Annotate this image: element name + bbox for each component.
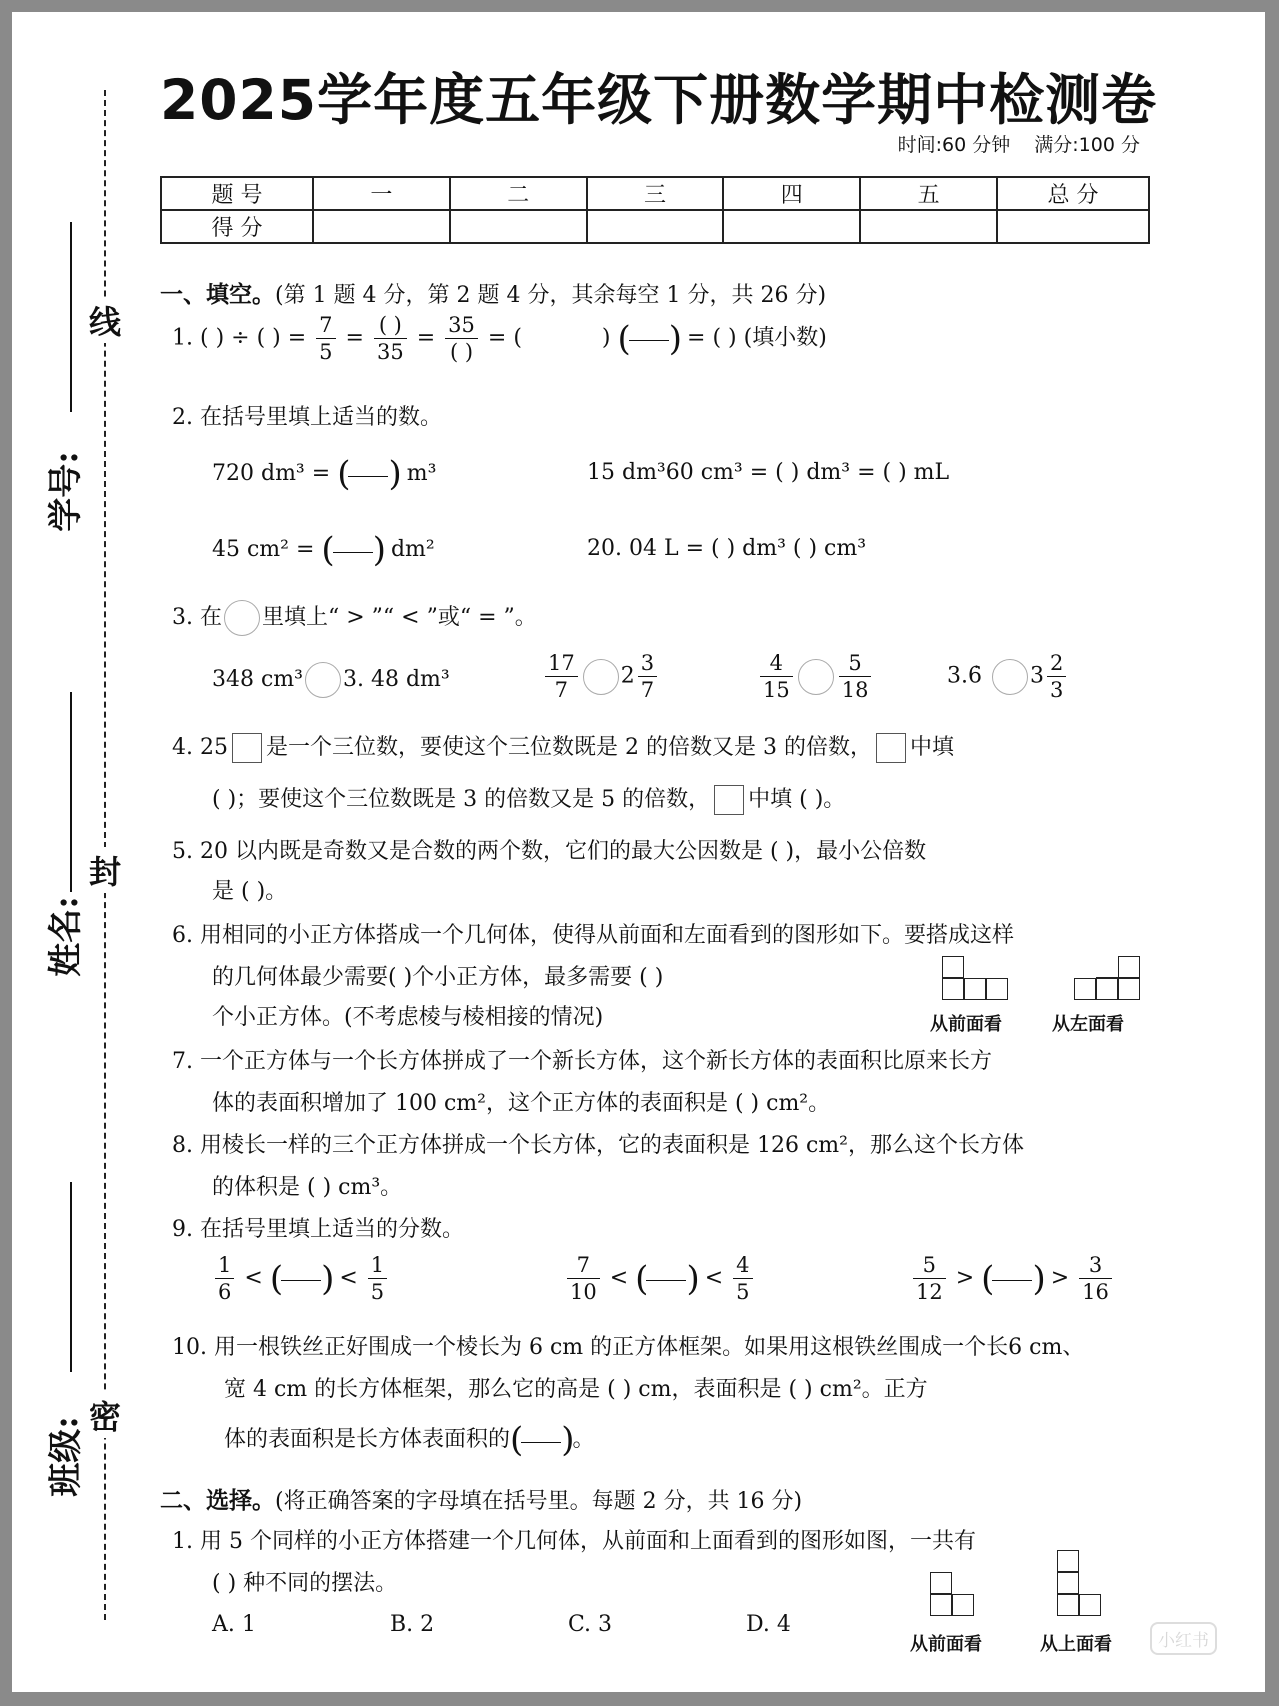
question-number: 3. — [172, 605, 193, 630]
score-input-cell[interactable] — [313, 210, 450, 243]
option-d[interactable]: D. 4 — [746, 1612, 791, 1637]
question-number: 6. — [172, 923, 193, 948]
name-line — [70, 692, 72, 892]
q9-item-1: $\frac{1}{6}$ < ( ) < $\frac{1}{5}$ — [212, 1252, 390, 1305]
blank-fraction[interactable]: ( ) — [635, 1258, 698, 1299]
question-1-4-line2: ( )；要使这个三位数既是 3 的倍数又是 5 的倍数， 中填 ( )。 — [212, 782, 845, 815]
seal-char-mi: 密 — [85, 1392, 125, 1438]
student-id-label: 学号: — [45, 451, 86, 532]
class-line — [70, 1182, 72, 1372]
option-c[interactable]: C. 3 — [568, 1612, 613, 1637]
seal-char-xian: 线 — [85, 297, 125, 343]
question-number: 10. — [172, 1335, 207, 1360]
section-1-heading — [160, 276, 826, 309]
full-score: 满分:100 分 — [1034, 134, 1140, 156]
score-table-score-row — [161, 210, 1149, 243]
blank-fraction[interactable]: ( ) — [981, 1258, 1044, 1299]
q2-item-1: 720 dm³ = ( ) m³ — [212, 454, 437, 494]
question-1-10: 10. 用一根铁丝正好围成一个棱长为 6 cm 的正方体框架。如果用这根铁丝围成一个长6 cm、 — [172, 1335, 1085, 1360]
question-number: 8. — [172, 1133, 193, 1158]
question-1-9: 9. 在括号里填上适当的分数。 — [172, 1217, 465, 1242]
binding-margin — [12, 12, 162, 1692]
question-1-8: 8. 用棱长一样的三个正方体拼成一个长方体，它的表面积是 126 cm²，那么这个长方体 — [172, 1133, 1024, 1158]
page-title: 2025学年度五年级下册数学期中检测卷 — [160, 68, 1158, 132]
question-1-6-line2: 的几何体最少需要( )个小正方体，最多需要 ( ) — [212, 965, 664, 990]
id-line — [70, 222, 72, 412]
q3-compare-4: 3.6̇ 3 $\frac{2}{3}$ — [947, 650, 1069, 703]
fig-label-front: 从前面看 — [930, 1014, 1002, 1035]
score-table — [160, 176, 1150, 244]
fig-label-left: 从左面看 — [1052, 1014, 1124, 1035]
blank-fraction[interactable]: ( ) — [321, 530, 384, 570]
q2-item-2: 15 dm³60 cm³ = ( ) dm³ = ( ) mL — [587, 460, 950, 485]
q1-fraction-35-blank[interactable]: $\frac{35}{( )}$ — [445, 312, 478, 365]
question-number: 9. — [172, 1217, 193, 1242]
q1-fraction-blank[interactable]: ( ) — [617, 318, 681, 359]
score-input-cell[interactable] — [723, 210, 860, 243]
q1-fraction-blank-35[interactable]: $\frac{( )}{35}$ — [374, 312, 407, 365]
view-front-figure — [942, 956, 1012, 1002]
compare-circle — [224, 600, 260, 636]
q9-item-3: $\frac{5}{12}$ > ( ) > $\frac{3}{16}$ — [910, 1252, 1115, 1305]
table-cell: 题 号 — [161, 177, 313, 210]
question-number: 5. — [172, 839, 193, 864]
score-input-cell[interactable] — [587, 210, 724, 243]
q1-tail: = ( ) (填小数) — [687, 325, 827, 351]
section-2-title: 二、选择。 — [160, 1488, 275, 1514]
time-limit: 时间:60 分钟 — [897, 134, 1011, 156]
table-cell: 一 — [313, 177, 450, 210]
q2-item-4: 20. 04 L = ( ) dm³ ( ) cm³ — [587, 536, 867, 561]
fig-label-front-2: 从前面看 — [910, 1634, 982, 1655]
table-cell: 得 分 — [161, 210, 313, 243]
view-top-figure — [1057, 1550, 1107, 1622]
compare-circle[interactable] — [305, 662, 341, 698]
compare-circle[interactable] — [798, 659, 834, 695]
question-1-5: 5. 20 以内既是奇数又是合数的两个数，它们的最大公因数是 ( )，最小公倍数 — [172, 839, 927, 864]
question-1-10-line2: 宽 4 cm 的长方体框架，那么它的高是 ( ) cm，表面积是 ( ) cm²。正方 — [224, 1377, 928, 1402]
student-name-label: 姓名: — [45, 896, 86, 977]
view-left-figure — [1074, 956, 1144, 1002]
section-1-note: (第 1 题 4 分，第 2 题 4 分，其余每空 1 分，共 26 分) — [275, 283, 827, 308]
seal-char-feng: 封 — [85, 847, 125, 893]
q1-fraction-7-5: $\frac{7}{5}$ — [316, 312, 335, 365]
question-1-5-line2: 是 ( )。 — [212, 879, 288, 904]
question-1-6: 6. 用相同的小正方体搭成一个几何体，使得从前面和左面看到的图形如下。要搭成这样 — [172, 923, 1015, 948]
question-1-8-line2: 的体积是 ( ) cm³。 — [212, 1175, 403, 1200]
question-1-3: 3. 在 里填上“ > ”“ < ”或“ = ”。 — [172, 600, 537, 636]
table-cell: 四 — [723, 177, 860, 210]
question-number: 1. — [172, 325, 193, 351]
table-cell: 总 分 — [997, 177, 1149, 210]
blank-fraction[interactable]: ( ) — [337, 454, 400, 494]
fig-label-top: 从上面看 — [1040, 1634, 1112, 1655]
question-2-1: 1. 用 5 个同样的小正方体搭建一个几何体，从前面和上面看到的图形如图，一共有 — [172, 1529, 976, 1554]
class-label: 班级: — [45, 1416, 86, 1497]
option-b[interactable]: B. 2 — [390, 1612, 435, 1637]
digit-box[interactable] — [876, 733, 906, 763]
question-2-1-line2: ( ) 种不同的摆法。 — [212, 1571, 398, 1596]
q1-division: ( ) ÷ ( ) = — [200, 325, 307, 351]
question-1-7: 7. 一个正方体与一个长方体拼成了一个新长方体，这个新长方体的表面积比原来长方 — [172, 1049, 993, 1074]
exam-meta — [880, 130, 1140, 157]
question-number: 4. — [172, 735, 193, 760]
option-a[interactable]: A. 1 — [212, 1612, 256, 1637]
score-table-header-row — [161, 177, 1149, 210]
question-number: 2. — [172, 405, 193, 430]
blank-fraction[interactable]: ( ) — [269, 1258, 333, 1299]
exam-page — [12, 12, 1265, 1692]
digit-box[interactable] — [232, 733, 262, 763]
question-1-6-line3: 个小正方体。(不考虑棱与棱相接的情况) — [212, 1005, 604, 1030]
watermark: 小红书 — [1150, 1622, 1217, 1655]
question-1-1: 1. ( ) ÷ ( ) = $\frac{7}{5}$ = $\frac{( )}{35}$ = $\frac{35}{( )}$ = ( ) ( ) = ( ) (填小数) — [172, 313, 827, 364]
blank-fraction[interactable]: ( ) — [510, 1420, 573, 1460]
section-2-heading — [160, 1482, 802, 1515]
score-input-cell[interactable] — [997, 210, 1149, 243]
q3-compare-2: $\frac{17}{7}$ 2 $\frac{3}{7}$ — [542, 650, 660, 703]
question-number: 1. — [172, 1529, 193, 1554]
table-cell: 二 — [450, 177, 587, 210]
score-input-cell[interactable] — [860, 210, 997, 243]
question-1-4: 4. 25 是一个三位数，要使这个三位数既是 2 的倍数又是 3 的倍数， 中填 — [172, 730, 954, 763]
score-input-cell[interactable] — [450, 210, 587, 243]
section-2-note: (将正确答案的字母填在括号里。每题 2 分，共 16 分) — [275, 1489, 803, 1514]
table-cell: 三 — [587, 177, 724, 210]
q3-compare-3: $\frac{4}{15}$ $\frac{5}{18}$ — [757, 650, 874, 703]
question-1-10-line3: 体的表面积是长方体表面积的( )。 — [224, 1420, 595, 1460]
q3-compare-1: 348 cm³ 3. 48 dm³ — [212, 662, 450, 698]
question-number: 7. — [172, 1049, 193, 1074]
digit-box[interactable] — [714, 785, 744, 815]
table-cell: 五 — [860, 177, 997, 210]
q2-item-3: 45 cm² = ( ) dm² — [212, 530, 435, 570]
compare-circle[interactable] — [992, 659, 1028, 695]
view-front-figure-2 — [930, 1572, 980, 1622]
compare-circle[interactable] — [583, 659, 619, 695]
question-1-2: 2. 在括号里填上适当的数。 — [172, 405, 443, 430]
q9-item-2: $\frac{7}{10}$ < ( ) < $\frac{4}{5}$ — [564, 1252, 756, 1305]
question-1-7-line2: 体的表面积增加了 100 cm²，这个正方体的表面积是 ( ) cm²。 — [212, 1091, 831, 1116]
section-1-title: 一、填空。 — [160, 282, 275, 308]
